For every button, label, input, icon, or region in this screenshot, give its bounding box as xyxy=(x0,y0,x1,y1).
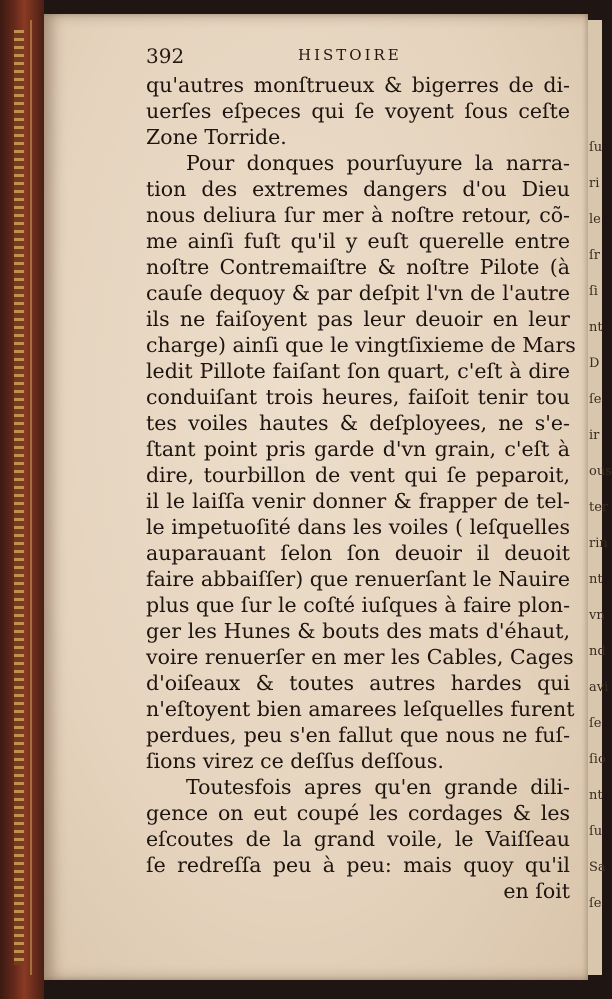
facing-page-fragment: D xyxy=(589,356,600,371)
text-line: ils ne faiſoyent pas leur deuoir en leur xyxy=(146,307,570,331)
facing-page-fragment: le xyxy=(589,212,601,227)
facing-page-fragment: rin xyxy=(589,536,608,551)
text-line: n'eſtoyent bien amarees leſquelles furent xyxy=(146,697,575,721)
text-line: ledit Pillote faiſant ſon quart, c'eſt à dire xyxy=(146,359,570,383)
text-line: perdues, peu s'en fallut que nous ne fuſ- xyxy=(146,723,570,747)
text-line: en ſoit xyxy=(503,879,570,903)
text-line: tes voiles hautes & deſployees, ne s'e- xyxy=(146,411,570,435)
text-line: noſtre Contremaiſtre & noſtre Pilote (à xyxy=(146,255,570,279)
binding-gilt-line xyxy=(30,20,32,975)
facing-page-fragment: avi xyxy=(589,680,609,695)
text-line: dire, tourbillon de vent qui ſe peparoit, xyxy=(146,463,570,487)
facing-page-fragment: ſe xyxy=(589,392,602,407)
facing-page-fragment: vn xyxy=(589,608,605,623)
text-line: ger les Hunes & bouts des mats d'éhaut, xyxy=(146,619,570,643)
text-line: conduiſant trois heures, faiſoit tenir tou xyxy=(146,385,570,409)
facing-page-fragment: ſr xyxy=(589,248,601,263)
text-line: plus que ſur le coſté iuſques à faire plon- xyxy=(146,593,571,617)
text-line: le impetuoſité dans les voiles ( leſquelles xyxy=(146,515,570,539)
binding-gilt-decoration xyxy=(14,30,24,965)
text-line: auparauant ſelon ſon deuoir il deuoit xyxy=(146,541,570,565)
facing-page-edge xyxy=(588,20,612,975)
text-line: d'oiſeaux & toutes autres hardes qui xyxy=(146,671,570,695)
facing-page-fragment: ir xyxy=(589,428,600,443)
text-line: me ainſi fuſt qu'il y euſt querelle entre xyxy=(146,229,570,253)
facing-page-fragment: ter xyxy=(589,500,609,515)
facing-page-fragment: ſu xyxy=(589,140,603,155)
facing-page-fragment: ſu xyxy=(589,824,603,839)
text-line: faire abbaiſſer) que renuerſant le Nauire xyxy=(146,567,570,591)
text-line: tion des extremes dangers d'ou Dieu xyxy=(146,177,570,201)
text-line: il le laiſſa venir donner & frapper de tel- xyxy=(146,489,570,513)
text-line: charge) ainſi que le vingtſixieme de Mars xyxy=(146,333,576,357)
text-line: cauſe dequoy & par deſpit l'vn de l'autre xyxy=(146,281,570,305)
facing-page-fragment: ous xyxy=(589,464,612,479)
text-line: uerſes eſpeces qui ſe voyent ſous ceſte xyxy=(146,99,570,123)
text-line: nous deliura ſur mer à noſtre retour, cõ- xyxy=(146,203,570,227)
text-line: qu'autres monſtrueux & bigerres de di- xyxy=(146,73,570,97)
facing-page-fragment: ſe xyxy=(589,896,602,911)
facing-page-fragment: ſi xyxy=(589,284,598,299)
text-line: Pour donques pourſuyure la narra- xyxy=(186,151,570,175)
facing-page-fragment: nt xyxy=(589,320,603,335)
facing-page-fragment: nt xyxy=(589,572,603,587)
text-line: ſe redreſſa peu à peu: mais quoy qu'il xyxy=(146,853,570,877)
page-number: 392 xyxy=(146,44,185,68)
facing-page-fragment: ri xyxy=(589,176,600,191)
facing-page-fragment: nt xyxy=(589,788,603,803)
text-line: ſtant point pris garde d'vn grain, c'eſt à xyxy=(146,437,570,461)
text-line: Toutesfois apres qu'en grande dili- xyxy=(186,775,570,799)
text-line: eſcoutes de la grand voile, le Vaiſſeau xyxy=(146,827,570,851)
text-line: Zone Torride. xyxy=(146,125,287,149)
text-line: voire renuerſer en mer les Cables, Cages xyxy=(146,645,574,669)
facing-page-fragment: ſe xyxy=(589,716,602,731)
text-line: gence on eut coupé les cordages & les xyxy=(146,801,570,825)
text-line: ſions virez ce deſſus deſſous. xyxy=(146,749,444,773)
facing-page-fragment: nd xyxy=(589,644,606,659)
facing-page-fragment: Sa xyxy=(589,860,606,875)
running-title: HISTOIRE xyxy=(298,46,402,64)
book-binding xyxy=(0,0,44,999)
facing-page-fragment: ſio xyxy=(589,752,606,767)
